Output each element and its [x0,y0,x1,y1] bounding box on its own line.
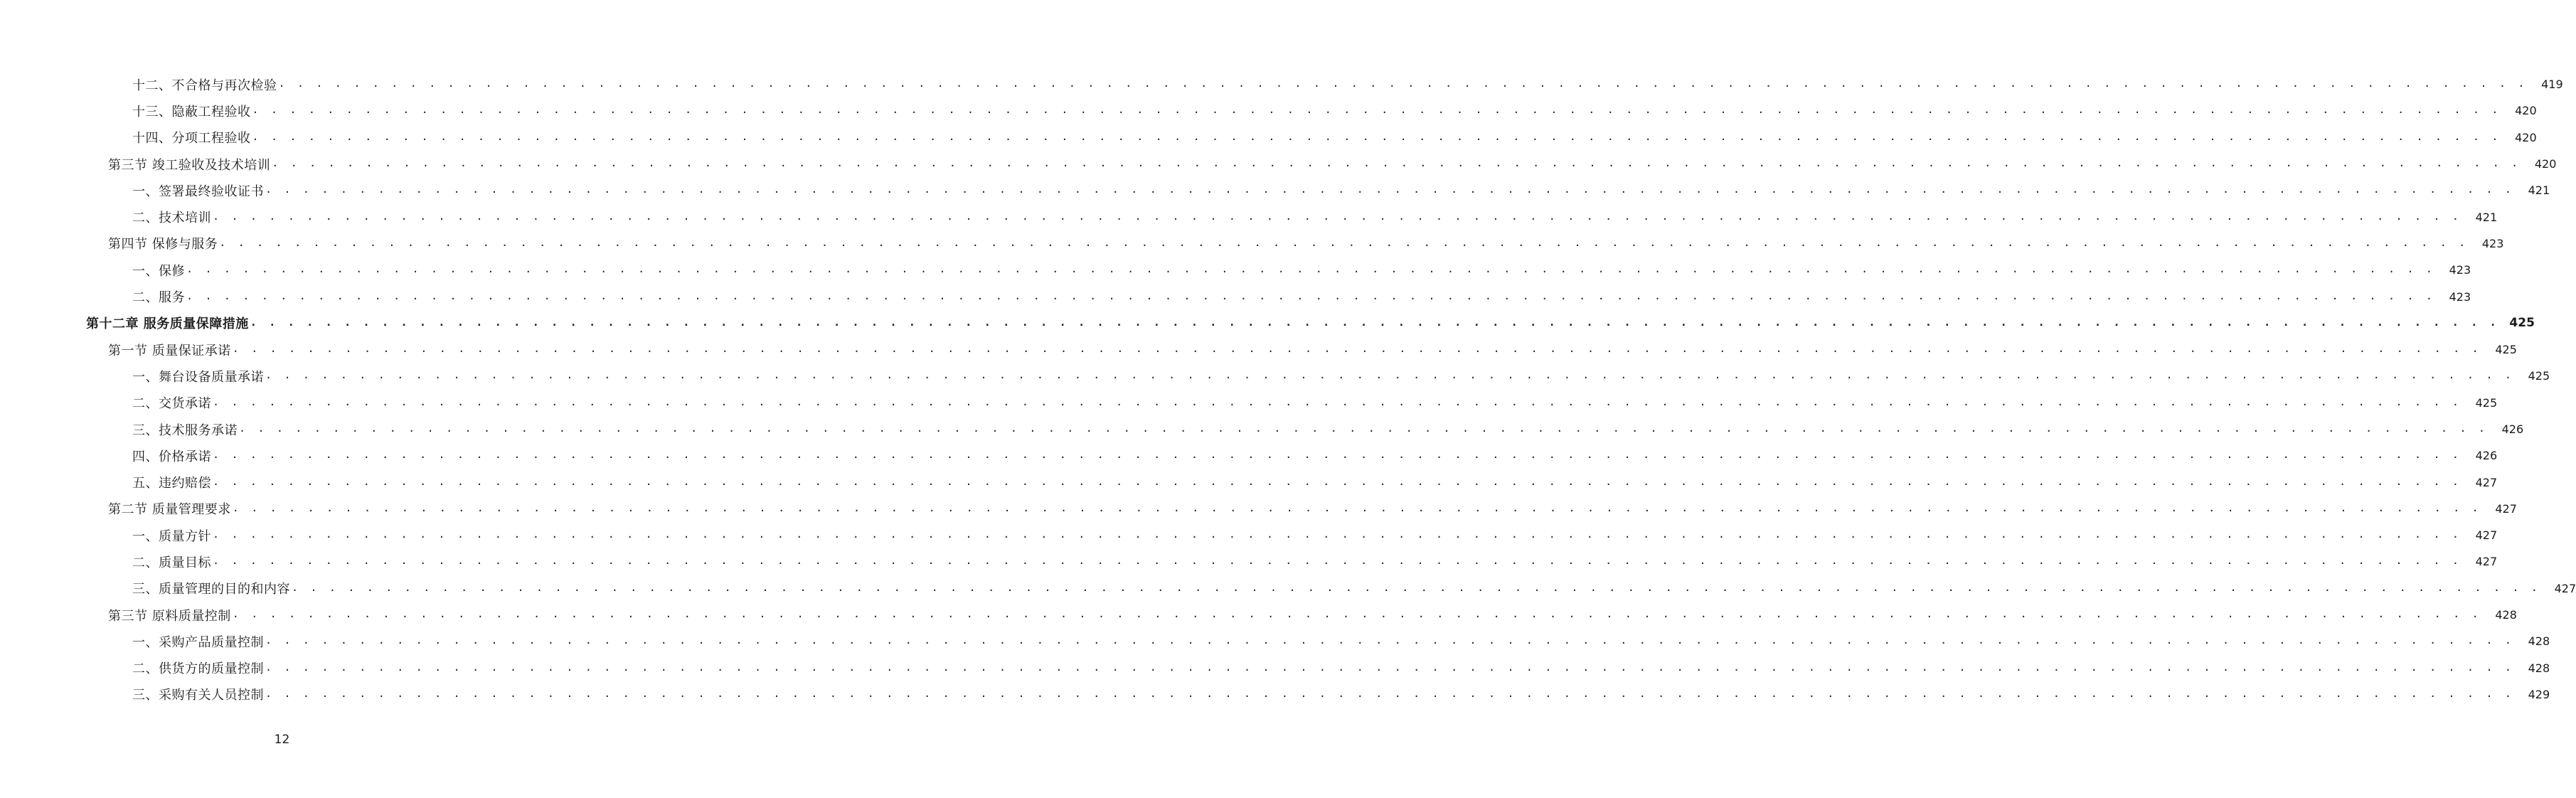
toc-entry-page: 427 [2475,475,2498,489]
toc-entry-title: 一、质量方针 [132,528,211,544]
toc-entry-section[interactable] [0,230,2504,257]
toc-entry-page: 426 [2475,449,2498,463]
toc-entry-page: 419 [2541,78,2563,92]
toc-dot-leader: . . . . . . . . . . . . . . . . . . . . . . . . . . . . . . . . . . . . . . . . . . . . . . . . . . . . . . . . . . . . . . . . . . . . . . . . . . . . . . . . . . . . . . . . . . . . . . . . . . . . . . . . . . . . . . . . . . . . . . . . [213,395,2462,408]
toc-entry-item[interactable] [0,416,2524,442]
toc-entry-title: 第四节 保修与服务 [108,237,218,252]
toc-entry-section[interactable] [0,602,2517,628]
toc-entry-page: 420 [2515,130,2537,144]
toc-dot-leader: . . . . . . . . . . . . . . . . . . . . . . . . . . . . . . . . . . . . . . . . . . . . . . . . . . . . . . . . . . . . . . . . . . . . . . . . . . . . . . . . . . . . . . . . . . . . . . . . . . . . . . . . . . . . . . . . . . . . . . . . [232,501,2481,514]
toc-entry-page: 428 [2495,608,2517,622]
toc-dot-leader: . . . . . . . . . . . . . . . . . . . . . . . . . . . . . . . . . . . . . . . . . . . . . . . . . . . . . . . . . . . . . . . . . . . . . . . . . . . . . . . . . . . . . . . . . . . . . . . . . . . . . . . . . . . . . . . . . . . . . . . . [213,209,2462,223]
toc-dot-leader: . . . . . . . . . . . . . . . . . . . . . . . . . . . . . . . . . . . . . . . . . . . . . . . . . . . . . . . . . . . . . . . . . . . . . . . . . . . . . . . . . . . . . . . . . . . . . . . . . . . . . . . . . . . . . . . . . . . . . . . . [213,474,2462,488]
toc-dot-leader: . . . . . . . . . . . . . . . . . . . . . . . . . . . . . . . . . . . . . . . . . . . . . . . . . . . . . . . . . . . . . . . . . . . . . . . . . . . . . . . . . . . . . . . . . . . . . . . . . . . . . . . . . . . . . . . . . . . . . . . . [278,77,2528,90]
toc-entry-page: 423 [2481,236,2504,250]
toc-dot-leader: . . . . . . . . . . . . . . . . . . . . . . . . . . . . . . . . . . . . . . . . . . . . . . . . . . . . . . . . . . . . . . . . . . . . . . . . . . . . . . . . . . . . . . . . . . . . . . . . . . . . . . . . . . . . . . . . . . . . . . . . [272,156,2521,170]
toc-entry-title: 一、保修 [132,263,185,279]
toc-entry-page: 428 [2528,634,2550,649]
toc-dot-leader: . . . . . . . . . . . . . . . . . . . . . . . . . . . . . . . . . . . . . . . . . . . . . . . . . . . . . . . . . . . . . . . . . . . . . . . . . . . . . . . . . . . . . . . . . . . . . . . . . . . . . . . . . . . . . . . . . . . . . . . . [252,129,2501,143]
toc-entry-title: 二、技术培训 [132,211,211,226]
toc-dot-leader: . . . . . . . . . . . . . . . . . . . . . . . . . . . . . . . . . . . . . . . . . . . . . . . . . . . . . . . . . . . . . . . . . . . . . . . . . . . . . . . . . . . . . . . . . . . . . . . . . . . . . . . . . . . . . . . . . . . . . . . . [265,660,2515,674]
toc-entry-item[interactable] [0,97,2537,124]
toc-entry-page: 425 [2475,395,2498,410]
toc-dot-leader: . . . . . . . . . . . . . . . . . . . . . . . . . . . . . . . . . . . . . . . . . . . . . . . . . . . . . . . . . . . . . . . . . . . . . . . . . . . . . . . . . . . . . . . . . . . . . . . . . . . . . . . . . . . . . . . . . . . . . . . . [265,686,2515,700]
toc-entry-page: 427 [2475,528,2498,543]
toc-dot-leader: . . . . . . . . . . . . . . . . . . . . . . . . . . . . . . . . . . . . . . . . . . . . . . . . . . . . . . . . . . . . . . . . . . . . . . . . . . . . . . . . . . . . . . . . . . . . . . . . . . . . . . . . . . . . . . . . . . . . . . . . [292,580,2541,594]
toc-entry-title: 三、技术服务承诺 [132,422,238,438]
toc-entry-page: 428 [2528,661,2550,675]
toc-entry-item[interactable] [0,71,2563,97]
toc-entry-title: 三、采购有关人员控制 [132,688,264,703]
toc-entry-title: 二、质量目标 [132,555,211,570]
toc-entry-item[interactable] [0,390,2498,416]
toc-entry-title: 第三节 原料质量控制 [108,608,231,624]
toc-entry-title: 四、价格承诺 [132,449,211,464]
toc-dot-leader: . . . . . . . . . . . . . . . . . . . . . . . . . . . . . . . . . . . . . . . . . . . . . . . . . . . . . . . . . . . . . . . . . . . . . . . . . . . . . . . . . . . . . . . . . . . . . . . . . . . . . . . . . . . . . . . . . . . . . . . . [232,607,2481,621]
toc-entry-page: 427 [2554,581,2576,595]
toc-entry-page: 427 [2475,555,2498,569]
toc-entry-item[interactable] [0,177,2550,203]
toc-entry-title: 第二节 质量管理要求 [108,502,231,518]
toc-entry-item[interactable] [0,681,2550,708]
toc-entry-page: 421 [2475,210,2498,224]
toc-dot-leader: . . . . . . . . . . . . . . . . . . . . . . . . . . . . . . . . . . . . . . . . . . . . . . . . . . . . . . . . . . . . . . . . . . . . . . . . . . . . . . . . . . . . . . . . . . . . . . . . . . . . . . . . . . . . . . . . . . . . . . . . [186,289,2436,302]
toc-dot-leader: . . . . . . . . . . . . . . . . . . . . . . . . . . . . . . . . . . . . . . . . . . . . . . . . . . . . . . . . . . . . . . . . . . . . . . . . . . . . . . . . . . . . . . . . . . . . . . . . . . . . . . . . . . . . . . . . . . . . . . . . [265,634,2515,647]
toc-entry-section[interactable] [0,151,2557,177]
toc-entry-page: 426 [2501,422,2524,436]
toc-entry-title: 第一节 质量保证承诺 [108,343,231,358]
toc-entry-title: 三、质量管理的目的和内容 [132,582,290,597]
toc-entry-title: 五、违约赔偿 [132,476,211,491]
toc-entry-page: 420 [2534,157,2557,171]
toc-entry-chapter[interactable] [0,310,2535,336]
toc-entry-page: 425 [2528,369,2550,383]
toc-entry-item[interactable] [0,124,2537,151]
toc-entry-item[interactable] [0,575,2576,602]
toc-dot-leader: . . . . . . . . . . . . . . . . . . . . . . . . . . . . . . . . . . . . . . . . . . . . . . . . . . . . . . . . . . . . . . . . . . . . . . . . . . . . . . . . . . . . . . . . . . . . . . . . . . . . . . . . . . . . . . . . . . . . . . . . [265,183,2515,196]
toc-entry-item[interactable] [0,522,2498,548]
toc-entry-page: 423 [2449,263,2471,277]
toc-entry-title: 二、供货方的质量控制 [132,661,264,677]
toc-entry-item[interactable] [0,363,2550,389]
toc-entry-page: 425 [2495,343,2517,357]
toc-entry-section[interactable] [0,336,2517,363]
toc-entry-title: 一、舞台设备质量承诺 [132,369,264,385]
toc-dot-leader: . . . . . . . . . . . . . . . . . . . . . . . . . . . . . . . . . . . . . . . . . . . . . . . . . . . . . . . . . . . . . . . . . . . . . . . . . . . . . . . . . . . . . . . . . . . . . . . . . . . . . . . . . . . . . . . . . . . . . . . . [250,315,2499,329]
toc-entry-item[interactable] [0,469,2498,495]
toc-entry-item[interactable] [0,257,2471,283]
table-of-contents [0,71,2576,708]
toc-entry-page: 427 [2495,501,2517,516]
toc-dot-leader: . . . . . . . . . . . . . . . . . . . . . . . . . . . . . . . . . . . . . . . . . . . . . . . . . . . . . . . . . . . . . . . . . . . . . . . . . . . . . . . . . . . . . . . . . . . . . . . . . . . . . . . . . . . . . . . . . . . . . . . . [252,103,2501,117]
toc-dot-leader: . . . . . . . . . . . . . . . . . . . . . . . . . . . . . . . . . . . . . . . . . . . . . . . . . . . . . . . . . . . . . . . . . . . . . . . . . . . . . . . . . . . . . . . . . . . . . . . . . . . . . . . . . . . . . . . . . . . . . . . . [213,528,2462,541]
toc-dot-leader: . . . . . . . . . . . . . . . . . . . . . . . . . . . . . . . . . . . . . . . . . . . . . . . . . . . . . . . . . . . . . . . . . . . . . . . . . . . . . . . . . . . . . . . . . . . . . . . . . . . . . . . . . . . . . . . . . . . . . . . . [232,342,2481,356]
toc-entry-item[interactable] [0,203,2498,230]
toc-dot-leader: . . . . . . . . . . . . . . . . . . . . . . . . . . . . . . . . . . . . . . . . . . . . . . . . . . . . . . . . . . . . . . . . . . . . . . . . . . . . . . . . . . . . . . . . . . . . . . . . . . . . . . . . . . . . . . . . . . . . . . . . [213,448,2462,462]
toc-entry-item[interactable] [0,283,2471,309]
toc-entry-title: 十二、不合格与再次检验 [132,78,277,93]
toc-entry-title: 十四、分项工程验收 [132,131,251,147]
toc-entry-title: 一、采购产品质量控制 [132,634,264,650]
toc-entry-section[interactable] [0,496,2517,522]
toc-entry-title: 二、交货承诺 [132,396,211,412]
toc-entry-page: 425 [2509,316,2535,331]
toc-dot-leader: . . . . . . . . . . . . . . . . . . . . . . . . . . . . . . . . . . . . . . . . . . . . . . . . . . . . . . . . . . . . . . . . . . . . . . . . . . . . . . . . . . . . . . . . . . . . . . . . . . . . . . . . . . . . . . . . . . . . . . . . [213,554,2462,568]
toc-entry-title: 十三、隐蔽工程验收 [132,104,251,119]
page-number: 12 [274,733,290,747]
toc-entry-page: 429 [2528,687,2550,701]
toc-entry-page: 421 [2528,183,2550,198]
toc-entry-page: 420 [2515,104,2537,118]
toc-dot-leader: . . . . . . . . . . . . . . . . . . . . . . . . . . . . . . . . . . . . . . . . . . . . . . . . . . . . . . . . . . . . . . . . . . . . . . . . . . . . . . . . . . . . . . . . . . . . . . . . . . . . . . . . . . . . . . . . . . . . . . . . [186,262,2436,276]
toc-entry-title: 第三节 竣工验收及技术培训 [108,157,271,173]
toc-entry-title: 第十二章 服务质量保障措施 [86,316,249,332]
toc-entry-item[interactable] [0,628,2550,654]
toc-entry-page: 423 [2449,289,2471,304]
toc-dot-leader: . . . . . . . . . . . . . . . . . . . . . . . . . . . . . . . . . . . . . . . . . . . . . . . . . . . . . . . . . . . . . . . . . . . . . . . . . . . . . . . . . . . . . . . . . . . . . . . . . . . . . . . . . . . . . . . . . . . . . . . . [219,235,2469,249]
toc-entry-title: 二、服务 [132,290,185,306]
toc-dot-leader: . . . . . . . . . . . . . . . . . . . . . . . . . . . . . . . . . . . . . . . . . . . . . . . . . . . . . . . . . . . . . . . . . . . . . . . . . . . . . . . . . . . . . . . . . . . . . . . . . . . . . . . . . . . . . . . . . . . . . . . . [265,368,2515,382]
toc-entry-item[interactable] [0,548,2498,575]
toc-entry-item[interactable] [0,655,2550,681]
toc-entry-title: 一、签署最终验收证书 [132,183,264,199]
toc-dot-leader: . . . . . . . . . . . . . . . . . . . . . . . . . . . . . . . . . . . . . . . . . . . . . . . . . . . . . . . . . . . . . . . . . . . . . . . . . . . . . . . . . . . . . . . . . . . . . . . . . . . . . . . . . . . . . . . . . . . . . . . . [239,422,2489,435]
toc-entry-item[interactable] [0,442,2498,469]
